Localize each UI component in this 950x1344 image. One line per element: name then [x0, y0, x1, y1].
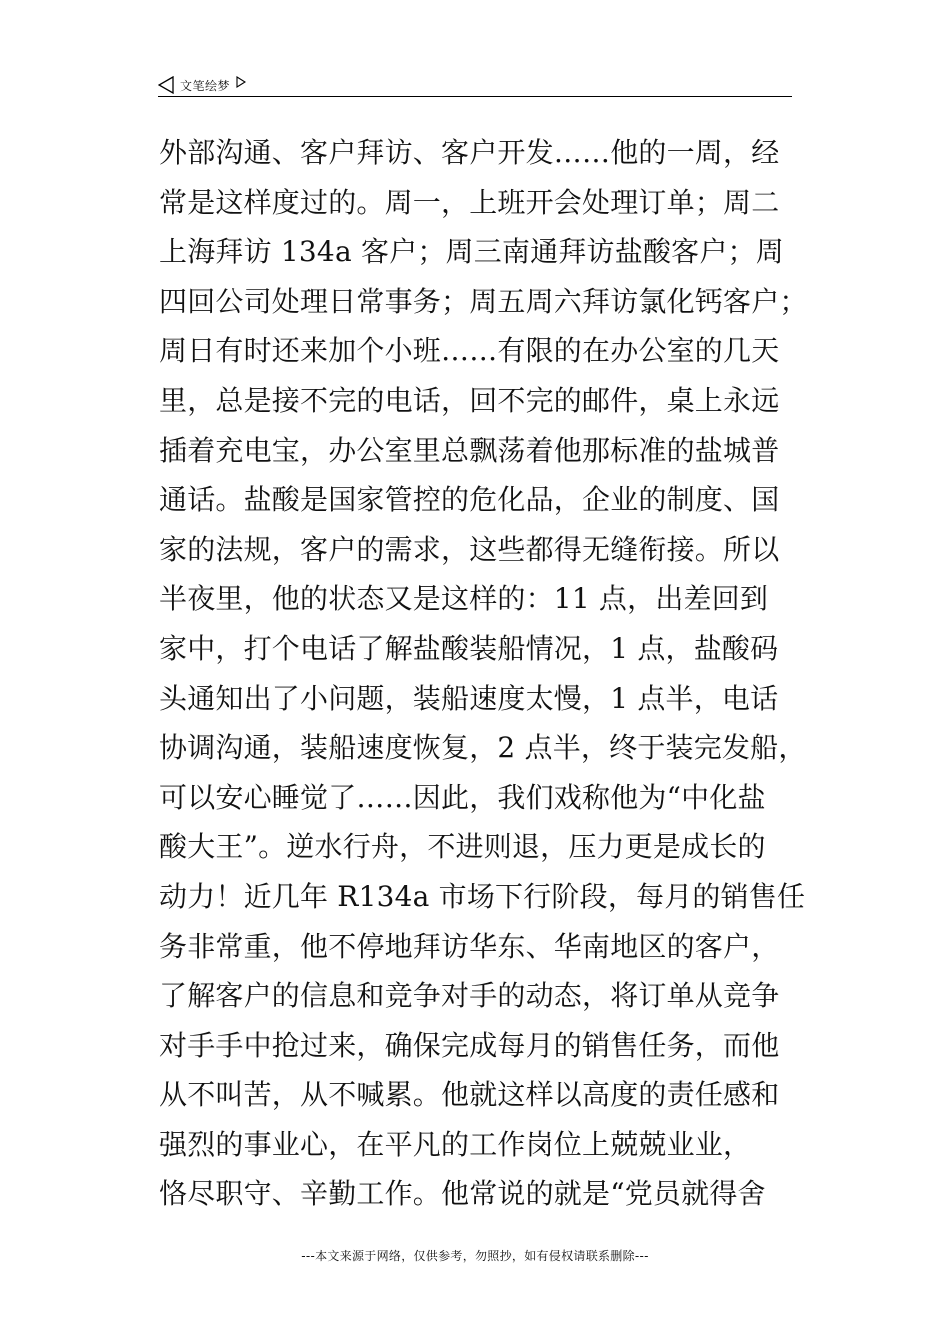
text-line: 从不叫苦，从不喊累。他就这样以高度的责任感和	[159, 1078, 780, 1112]
text-line: 里，总是接不完的电话，回不完的邮件，桌上永远	[159, 383, 780, 417]
text-line: 常是这样度过的。周一，上班开会处理订单；周二	[159, 185, 780, 219]
footer-notice: ---本文来源于网络，仅供参考，勿照抄，如有侵权请联系删除---	[301, 1249, 649, 1263]
triangle-left-icon	[158, 76, 174, 94]
text-line: 周日有时还来加个小班……有限的在办公室的几天	[159, 334, 780, 368]
text-line: 动力！近几年 R134a 市场下行阶段，每月的销售任	[159, 879, 806, 913]
text-line: 通话。盐酸是国家管控的危化品，企业的制度、国	[159, 483, 780, 517]
text-line: 酸大王”。逆水行舟，不进则退，压力更是成长的	[159, 830, 766, 864]
text-line: 恪尽职守、辛勤工作。他常说的就是“党员就得舍	[159, 1177, 766, 1211]
header-rule	[158, 96, 792, 97]
triangle-right-icon	[236, 76, 246, 88]
text-line: 家中，打个电话了解盐酸装船情况，1 点，盐酸码	[159, 631, 779, 665]
text-line: 头通知出了小问题，装船速度太慢，1 点半，电话	[159, 681, 779, 715]
text-line: 协调沟通，装船速度恢复，2 点半，终于装完发船，	[159, 731, 807, 765]
text-line: 可以安心睡觉了……因此，我们戏称他为“中化盐	[159, 780, 766, 814]
text-line: 半夜里，他的状态又是这样的：11 点，出差回到	[159, 582, 769, 616]
text-line: 强烈的事业心，在平凡的工作岗位上兢兢业业，	[159, 1127, 752, 1161]
header-brand: 文笔绘梦	[180, 78, 231, 93]
text-line: 外部沟通、客户拜访、客户开发……他的一周，经	[159, 136, 780, 169]
text-line: 上海拜访 134a 客户；周三南通拜访盐酸客户；周	[159, 235, 784, 269]
page-header	[158, 74, 246, 96]
text-line: 对手手中抢过来，确保完成每月的销售任务，而他	[159, 1028, 780, 1062]
text-line: 家的法规，客户的需求，这些都得无缝衔接。所以	[159, 532, 780, 566]
body-paragraph	[159, 131, 808, 1222]
text-line: 务非常重，他不停地拜访华东、华南地区的客户，	[159, 929, 780, 963]
text-line: 插着充电宝，办公室里总飘荡着他那标准的盐城普	[159, 433, 780, 467]
text-line: 了解客户的信息和竞争对手的动态，将订单从竞争	[159, 979, 780, 1013]
text-line: 四回公司处理日常事务；周五周六拜访氯化钙客户；	[159, 284, 808, 318]
